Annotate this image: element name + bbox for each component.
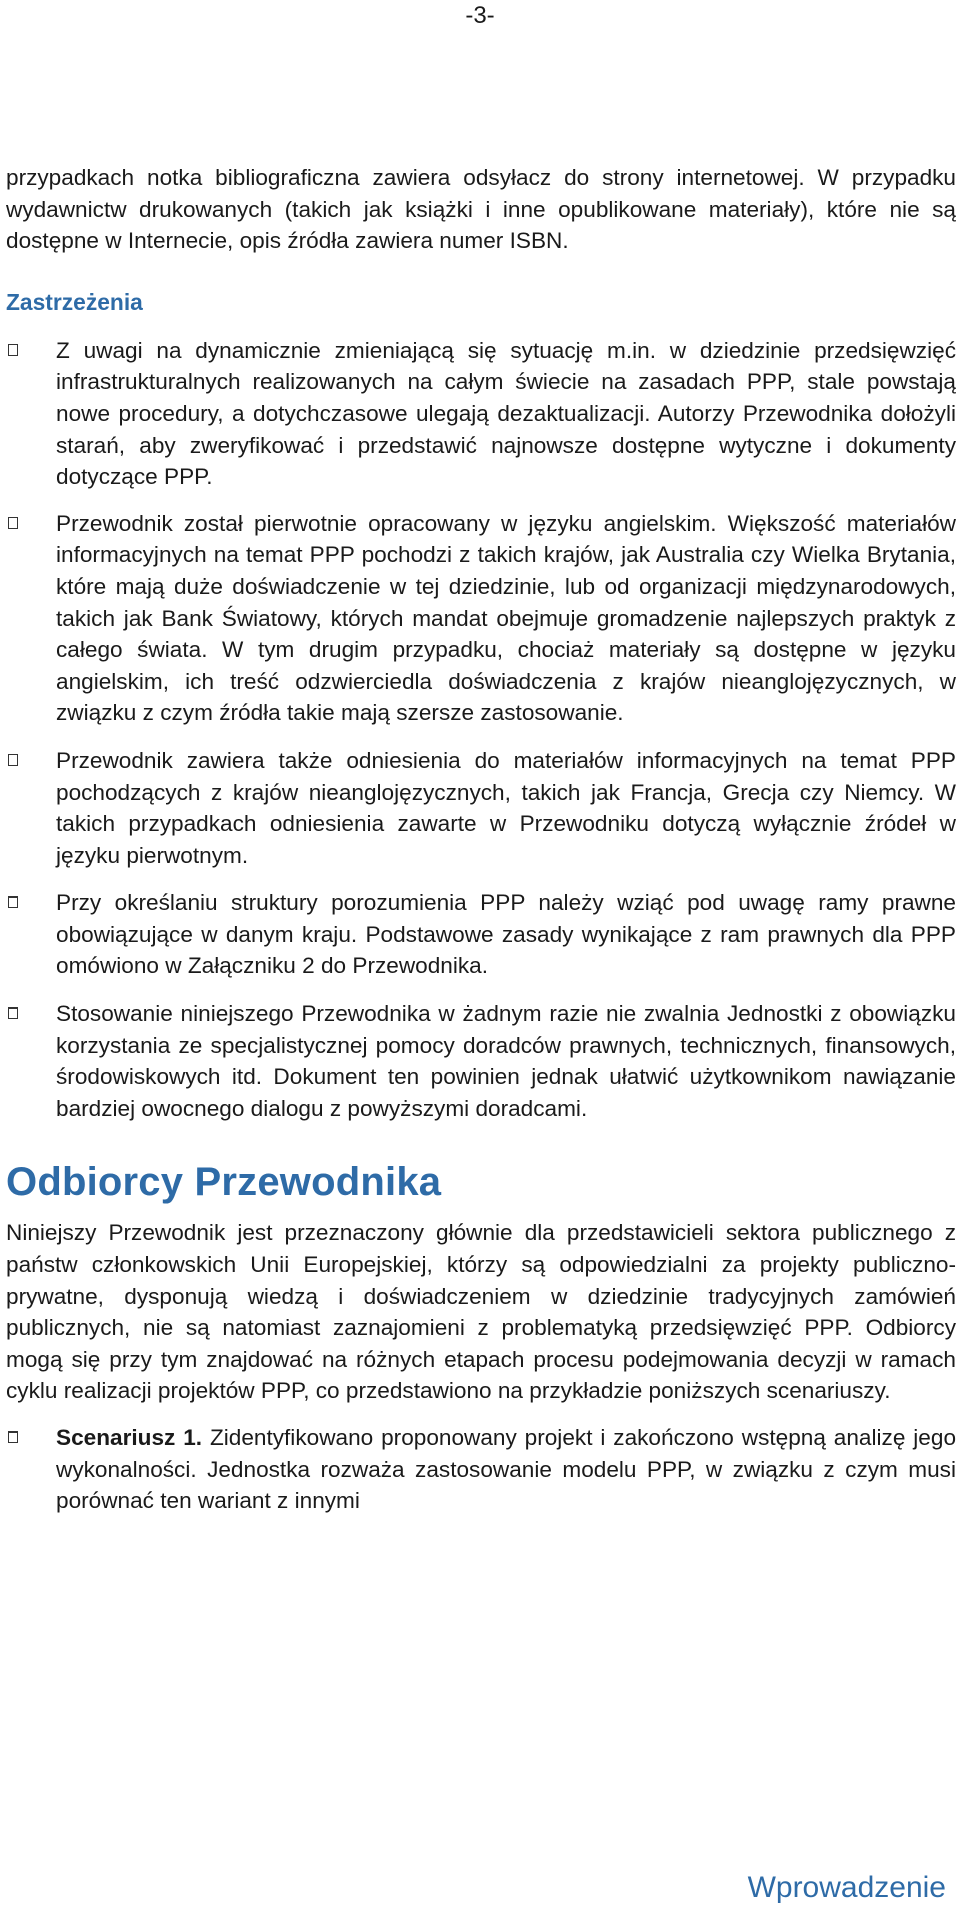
disclaimer-text: Z uwagi na dynamicznie zmieniającą się sytuację m.in. w dziedzinie przedsięwzięć infrastrukturalnych realizowanych na całym świecie na zasadach PPP, stale powstają nowe procedury, a dotychczasowe ulegają dezaktualizacji. Autorzy Przewodnika dołożyli starań, aby zweryfikować i przedstawić najnowsze dostępne wytyczne i dokumenty dotyczące PPP. — [56, 337, 956, 490]
bullet-box-icon — [8, 344, 18, 356]
intro-paragraph: przypadkach notka bibliograficzna zawiera odsyłacz do strony internetowej. W przypadku wydawnictw drukowanych (takich jak książki i inne opublikowane materiały), które nie są dostępne w Internecie, opis źródła zawiera numer ISBN. — [6, 165, 956, 254]
scenario-text — [56, 1422, 956, 1517]
list-item — [6, 508, 956, 729]
disclaimer-text: Stosowanie niniejszego Przewodnika w żadnym razie nie zwalnia Jednostki z obowiązku korzystania ze specjalistycznej pomocy doradców prawnych, technicznych, finansowych, środowiskowych itd. Dokument ten powinien jednak ułatwić użytkownikom nawiązanie bardziej owocnego dialogu z powyższymi doradcami. — [56, 1001, 956, 1121]
list-item — [6, 887, 956, 982]
audience-heading: Odbiorcy Przewodnika — [6, 1160, 442, 1205]
footer-section-title: Wprowadzenie — [747, 1871, 946, 1904]
list-item — [6, 335, 956, 493]
bullet-box-icon — [8, 1431, 18, 1443]
disclaimer-text: Przewodnik został pierwotnie opracowany w języku angielskim. Większość materiałów informacyjnych na temat PPP pochodzi z takich krajów, jak Australia czy Wielka Brytania, które mają duże doświadczenie w tej dziedzinie, lub od organizacji międzynarodowych, takich jak Bank Światowy, których mandat obejmuje gromadzenie najlepszych praktyk z całego świata. W tym drugim przypadku, chociaż materiały są dostępne w języku angielskim, ich treść odzwierciedla doświadczenia z krajów nieanglojęzycznych, w związku z czym źródła takie mają szersze zastosowanie. — [56, 510, 956, 726]
scenario-list — [6, 1422, 956, 1517]
disclaimers-list — [6, 335, 956, 1125]
list-item — [6, 745, 956, 871]
bullet-box-icon — [8, 517, 18, 529]
bullet-box-icon — [8, 1007, 18, 1019]
audience-paragraph: Niniejszy Przewodnik jest przeznaczony głównie dla przedstawicieli sektora publicznego z państw członkowskich Unii Europejskiej, którzy są odpowiedzialni za projekty publiczno-prywatne, dysponują wiedzą i doświadczeniem w dziedzinie tradycyjnych zamówień publicznych, nie są natomiast zaznajomieni z problematyką przedsięwzięć PPP. Odbiorcy mogą się przy tym znajdować na różnych etapach procesu podejmowania decyzji w ramach cyklu realizacji projektów PPP, co przedstawiono na przykładzie poniższych scenariuszy. — [6, 1220, 956, 1404]
scenario-body: Zidentyfikowano proponowany projekt i zakończono wstępną analizę jego wykonalności. Jednostka rozważa zastosowanie modelu PPP, w związku z czym musi porównać ten wariant z innymi — [56, 1425, 957, 1514]
disclaimers-heading: Zastrzeżenia — [6, 288, 143, 315]
disclaimer-text: Przy określaniu struktury porozumienia PPP należy wziąć pod uwagę ramy prawne obowiązujące w danym kraju. Podstawowe zasady wynikające z ram prawnych dla PPP omówiono w Załączniku 2 do Przewodnika. — [56, 890, 956, 979]
list-item — [6, 998, 956, 1124]
bullet-box-icon — [8, 754, 18, 766]
scenario-label: Scenariusz 1. — [56, 1425, 203, 1450]
bullet-box-icon — [8, 896, 18, 908]
disclaimer-text: Przewodnik zawiera także odniesienia do materiałów informacyjnych na temat PPP pochodzących z krajów nieanglojęzycznych, takich jak Francja, Grecja czy Niemcy. W takich przypadkach odniesienia zawarte w Przewodniku dotyczą wyłącznie źródeł w języku pierwotnym. — [56, 747, 956, 868]
page-number: -3- — [465, 2, 495, 29]
list-item — [6, 1422, 956, 1517]
page-content — [6, 162, 956, 1517]
